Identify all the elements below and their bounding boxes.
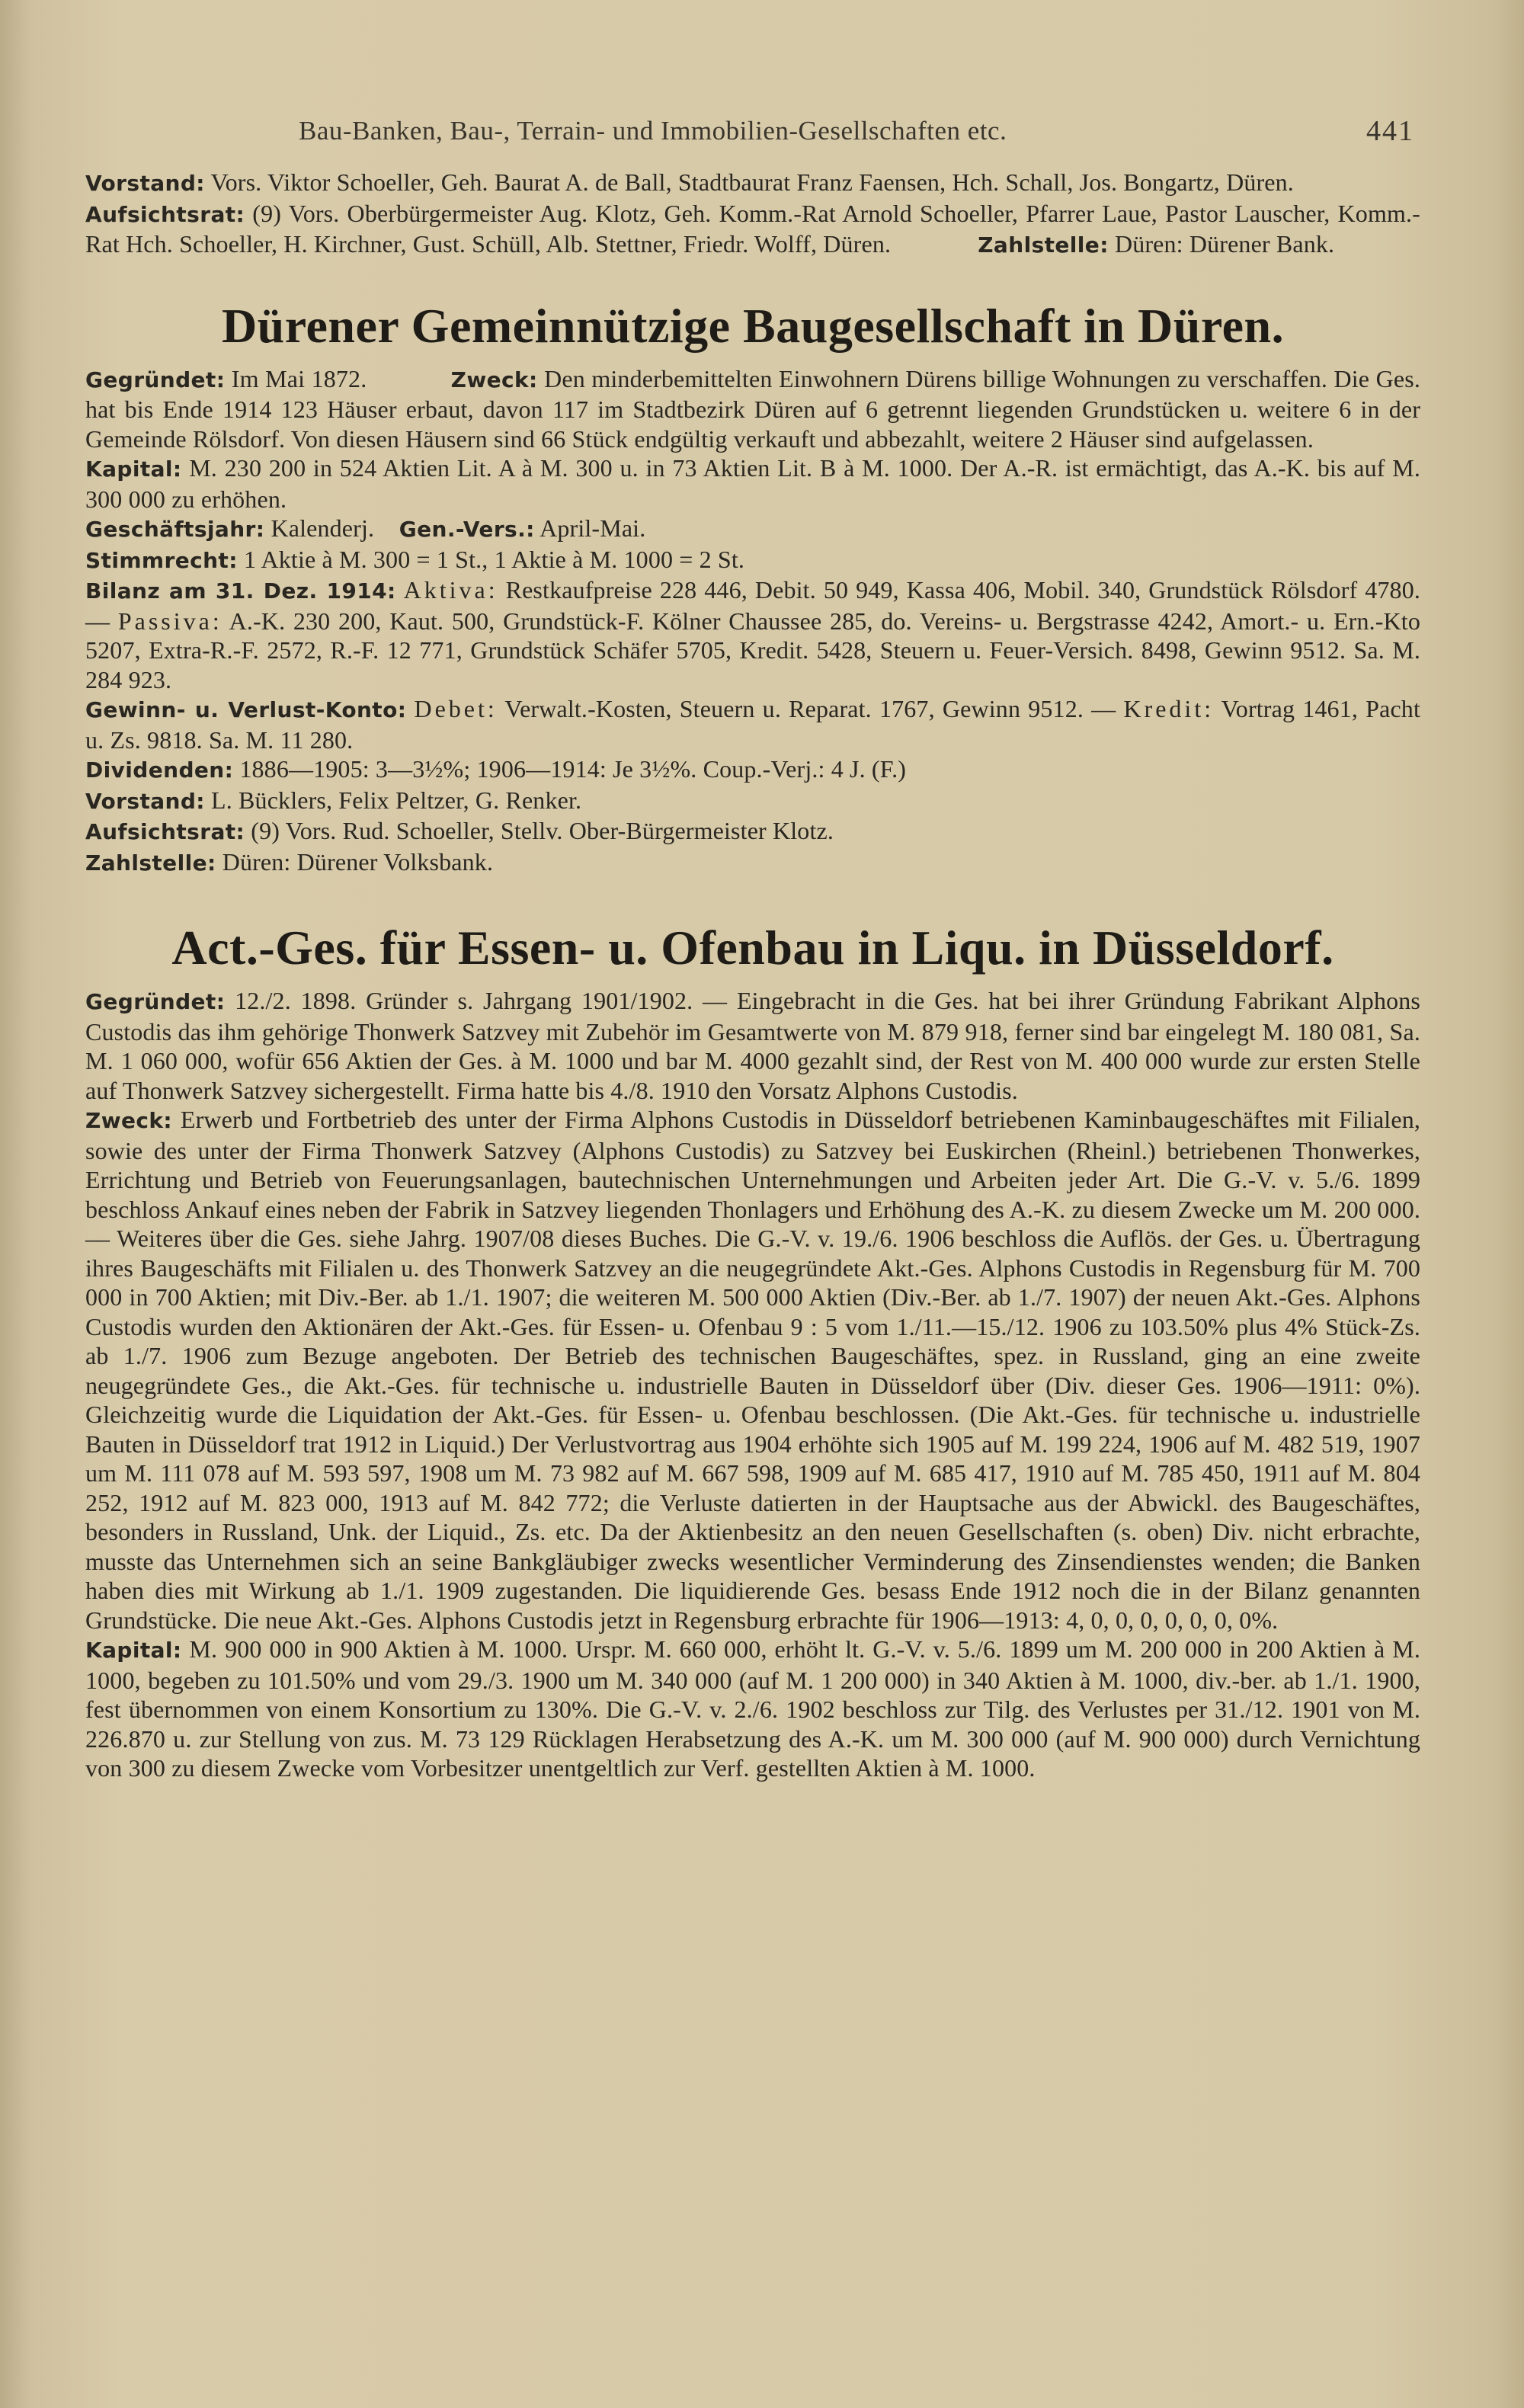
field-text: Vortrag 1461, Pacht u. Zs. 9818. Sa. M. 11 280. [85,695,1420,754]
prev-aufsichtsrat [85,199,1420,261]
field-text: Den minderbemittelten Einwohnern Dürens billige Wohnungen zu verschaffen. Die Ges. hat bis Ende 1914 123 Häuser erbaut, davon 117 im Stadtbezirk Düren auf 6 getrennt liegenden Grundstücken u. weitere 6 in der Gemeinde Rölsdorf. Von diesen Häusern sind 66 Stück endgültig verkauft und abbezahlt, weitere 2 Häuser sind aufgelassen. [85,364,1420,453]
kapital [85,1635,1420,1783]
entry-duerener [85,299,1420,879]
bilanz [85,575,1420,694]
field-label: Gen.-Vers.: [399,517,535,542]
entry-ofenbau [85,921,1420,1783]
field-text: L. Bücklers, Felix Peltzer, G. Renker. [204,786,582,814]
field-text: Verwalt.-Kosten, Steuern u. Reparat. 1767, Gewinn 9512. — [497,695,1124,722]
aufsichtsrat [85,816,1420,847]
field-text: A.-K. 230 200, Kaut. 500, Grundstück-F. Kölner Chaussee 285, do. Vereins- u. Bergstrasse 4242, Amort.- u. Ern.-Kto 5207, Extra-R.-F. 2572, R.-F. 12 771, Grundstück Schäfer 5705, Kredit. 5428, Steuern u. Feuer-Versich. 8498, Gewinn 9512. Sa. M. 284 923. [85,607,1420,693]
field-label: Stimmrecht: [85,547,238,573]
field-label: Gegründet: [85,367,226,392]
field-text: Düren: Dürener Volksbank. [216,847,494,876]
field-text: Erwerb und Fortbetrieb des unter der Firma Alphons Custodis in Düsseldorf betriebenen Kaminbaugeschäftes mit Filialen, sowie des unter der Firma Thonwerk Satzvey (Alphons Custodis) zu Satzvey bei Euskirchen (Rheinl.) betriebenen Thonwerkes, Errichtung und Betrieb von Feuerungsanlagen, bautechnischen Unternehmungen und Arbeiten jeder Art. Die G.-V. v. 5./6. 1899 beschloss Ankauf eines neben der Fabrik in Satzvey liegenden Thonlagers und Erhöhung des A.-K. zu diesem Zwecke um M. 200 000. — Weiteres über die Ges. siehe Jahrg. 1907/08 dieses Buches. Die G.-V. v. 19./6. 1906 beschloss die Auflös. der Ges. u. Übertragung ihres Baugeschäfts mit Filialen u. des Thonwerk Satzvey an die neugegründete Akt.-Ges. Alphons Custodis in Regensburg für M. 700 000 in 700 Aktien; mit Div.-Ber. ab 1./1. 1907; die weiteren M. 500 000 Aktien (Div.-Ber. ab 1./7. 1907) der neuen Akt.-Ges. Alphons Custodis wurden den Aktionären der Akt.-Ges. für Essen- u. Ofenbau 9 : 5 vom 1./11.—15./12. 1906 zu 103.50% plus 4% Stück-Zs. ab 1./7. 1906 zum Bezuge angeboten. Der Betrieb des technischen Baugeschäftes, spez. in Russland, ging an eine zweite neugegründete Ges., die Akt.-Ges. für technische u. industrielle Bauten in Düsseldorf über (Div. dieser Ges. 1906—1911: 0%). Gleichzeitig wurde die Liquidation der Akt.-Ges. für Essen- u. Ofenbau beschlossen. (Die Akt.-Ges. für technische u. industrielle Bauten in Düsseldorf trat 1912 in Liquid.) Der Verlustvortrag aus 1904 erhöhte sich 1905 auf M. 199 224, 1906 auf M. 482 519, 1907 um M. 111 078 auf M. 593 597, 1908 um M. 73 982 auf M. 667 598, 1909 auf M. 685 417, 1910 auf M. 785 450, 1911 auf M. 804 252, 1912 auf M. 823 000, 1913 auf M. 842 772; die Verluste datierten in der Hauptsache aus der Abwickl. des Baugeschäftes, besonders in Russland, Unk. der Liquid., Zs. etc. Da der Aktienbesitz an den neuen Gesellschaften (s. oben) Div. nicht erbrachte, musste das Unternehmen sich an seine Bankgläubiger zwecks wesentlicher Verminderung des Zinsendienstes wenden; die Banken haben dies mit Wirkung ab 1./1. 1909 zugestanden. Die liquidierende Ges. besass Ende 1912 noch die in der Bilanz genannten Grundstücke. Die neue Akt.-Ges. Alphons Custodis jetzt in Regensburg erbrachte für 1906—1913: 4, 0, 0, 0, 0, 0, 0, 0%. [85,1106,1420,1634]
field-text: April-Mai. [534,514,646,542]
entry-title: Dürener Gemeinnützige Baugesellschaft in Düren. [221,298,1285,353]
field-text: Kalenderj. [264,514,381,542]
field-label: Bilanz am 31. Dez. 1914: [85,578,396,604]
guv [85,694,1420,754]
aktiva-label: Aktiva: [403,576,498,604]
field-label: Zahlstelle: [978,232,1109,258]
prev-vorstand [85,168,1420,199]
field-label: Gewinn- u. Verlust-Konto: [85,697,407,722]
field-text: 12./2. 1898. Gründer s. Jahrgang 1901/1902. — Eingebracht in die Ges. hat bei ihrer Gründung Fabrikant Alphons Custodis das ihm gehörige Thonwerk Satzvey mit Zubehör im Gesamtwerte von M. 879 918, ferner sind bar eingelegt M. 180 081, Sa. M. 1 060 000, wofür 656 Aktien der Ges. à M. 1000 und bar M. 4000 gezahlt sind, der Rest von M. 400 000 wurde zur ersten Stelle auf Thonwerk Satzvey sichergestellt. Firma hatte bis 4./8. 1910 den Vorsatz Alphons Custodis. [85,987,1420,1104]
field-label: Geschäftsjahr: [85,517,265,542]
running-head-title: Bau-Banken, Bau-, Terrain- und Immobilien-Gesellschaften etc. [299,116,1007,146]
passiva-label: Passiva: [117,607,223,635]
vorstand [85,786,1420,817]
kapital [85,453,1420,514]
field-text: M. 230 200 in 524 Aktien Lit. A à M. 300 u. in 73 Aktien Lit. B à M. 1000. Der A.-R. ist ermächtigt, das A.-K. bis auf M. 300 000 zu erhöhen. [85,454,1420,513]
field-text: (9) Vors. Oberbürgermeister Aug. Klotz, Geh. Komm.-Rat Arnold Schoeller, Pfarrer Laue, Pastor Lauscher, Komm.-Rat Hch. Schoeller, H. Kirchner, Gust. Schüll, Alb. Stettner, Friedr. Wolff, Düren. [85,199,1420,258]
field-text: (9) Vors. Rud. Schoeller, Stellv. Ober-Bürgermeister Klotz. [245,817,834,844]
page-number: 441 [1366,115,1414,147]
field-text: Düren: Dürener Bank. [1108,230,1335,258]
field-label: Gegründet: [85,989,226,1014]
dividenden [85,754,1420,786]
field-label: Dividenden: [85,757,234,783]
debet-label: Debet: [414,695,498,722]
page-content [85,107,1420,1783]
kredit-label: Kredit: [1123,695,1215,722]
stimmrecht [85,545,1420,576]
gegruendet-zweck [85,364,1420,454]
field-text: 1 Aktie à M. 300 = 1 St., 1 Aktie à M. 1000 = 2 St. [237,545,745,573]
field-label: Vorstand: [85,171,205,196]
field-label: Kapital: [85,456,182,482]
zweck [85,1105,1420,1635]
field-text: Vors. Viktor Schoeller, Geh. Baurat A. de Ball, Stadtbaurat Franz Faensen, Hch. Schall, Jos. Bongartz, Düren. [204,168,1294,196]
field-label: Vorstand: [85,788,205,814]
geschaeftsjahr [85,514,1420,545]
field-label: Aufsichtsrat: [85,201,245,227]
field-label: Kapital: [85,1638,182,1663]
entry-title: Act.-Ges. für Essen- u. Ofenbau in Liqu. in Düsseldorf. [171,921,1334,975]
previous-entry [85,168,1420,261]
field-label: Zweck: [450,367,538,392]
running-head [85,107,1420,168]
field-text: M. 900 000 in 900 Aktien à M. 1000. Urspr. M. 660 000, erhöht lt. G.-V. v. 5./6. 1899 um M. 200 000 in 200 Aktien à M. 1000, begeben zu 101.50% und vom 29./3. 1900 um M. 340 000 (auf M. 1 200 000) in 340 Aktien à M. 1000, div.-ber. ab 1./1. 1900, fest übernommen von einem Konsortium zu 130%. Die G.-V. v. 2./6. 1902 beschloss zur Tilg. des Verlustes per 31./12. 1901 von M. 226.870 u. zur Stellung von zus. M. 73 129 Rücklagen Herabsetzung des A.-K. um M. 300 000 (auf M. 900 000) durch Vernichtung von 300 zu diesem Zwecke vom Vorbesitzer unentgeltlich zur Verf. gestellten Aktien à M. 1000. [85,1635,1420,1782]
field-text: 1886—1905: 3—3½%; 1906—1914: Je 3½%. Coup.-Verj.: 4 J. (F.) [233,755,907,783]
field-label: Zahlstelle: [85,850,216,876]
gegruendet [85,986,1420,1105]
field-text: Im Mai 1872. [225,364,373,392]
zahlstelle [85,847,1420,879]
field-text: Restkaufpreise 228 446, Debit. 50 949, Kassa 406, Mobil. 340, Grundstück Rölsdorf 4780. — [85,576,1420,635]
field-label: Zweck: [85,1108,172,1133]
field-label: Aufsichtsrat: [85,819,245,844]
